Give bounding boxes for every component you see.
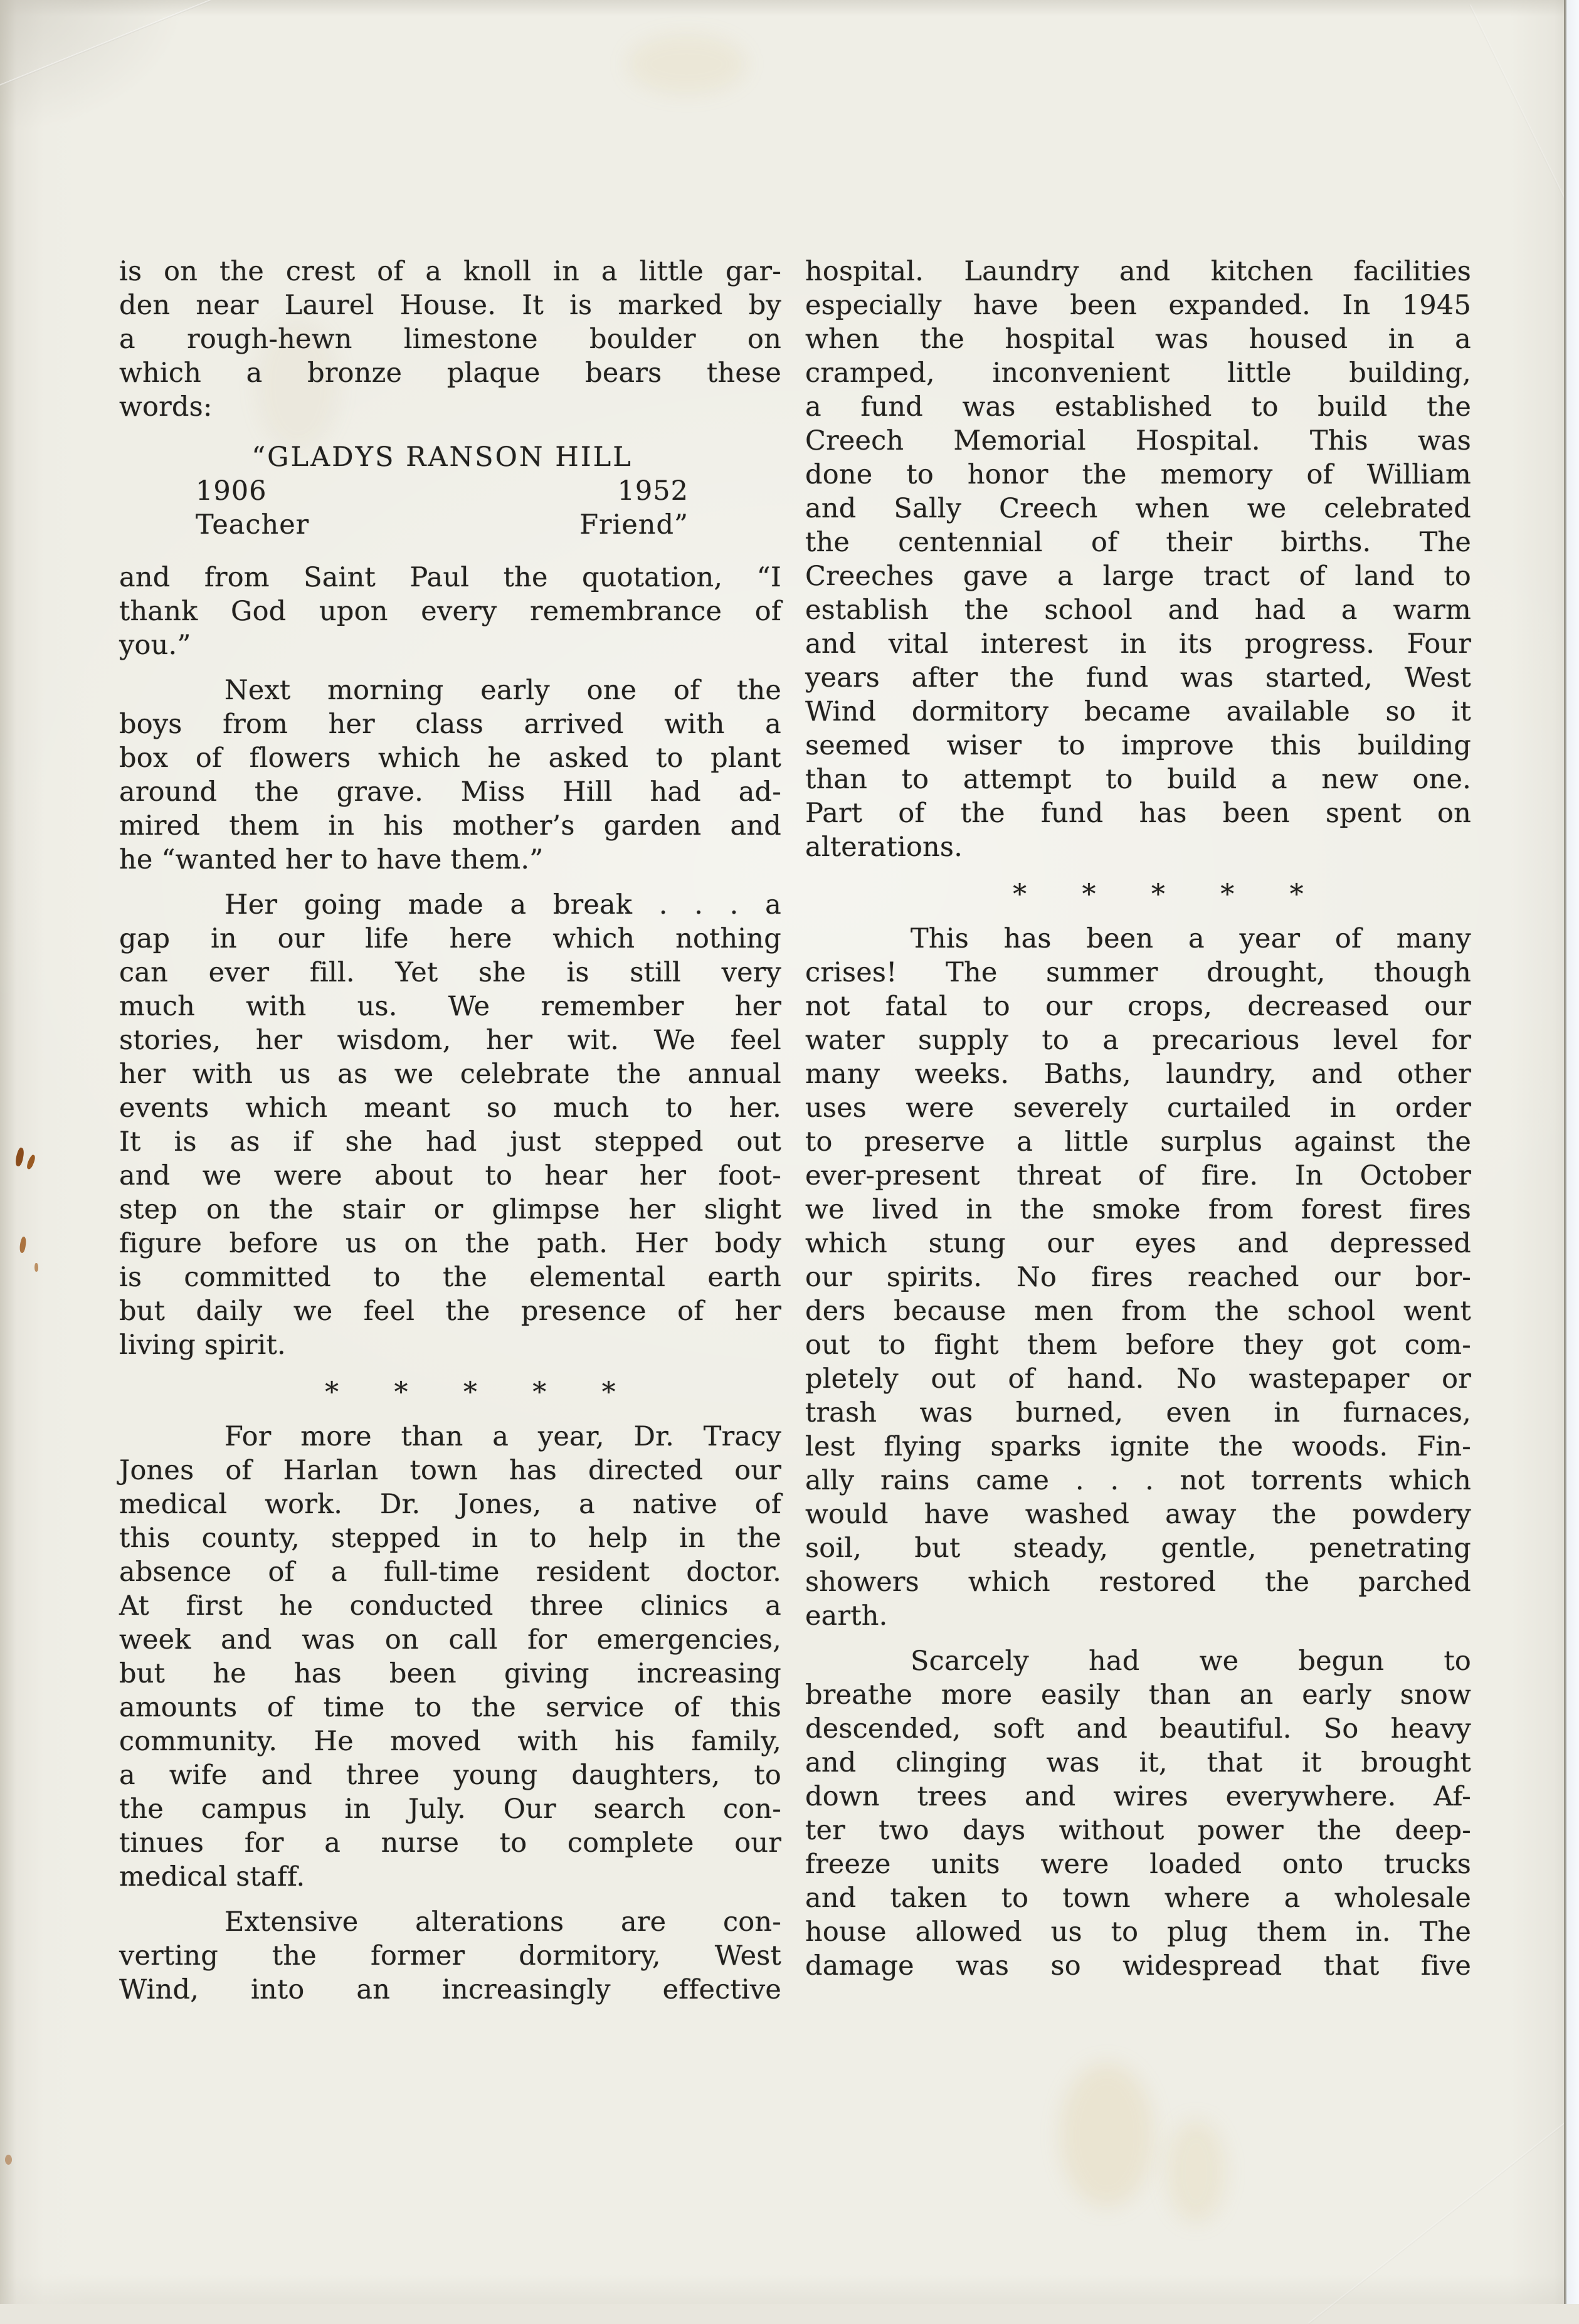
text-line: especially have been expanded. In 1945 — [805, 290, 1471, 321]
text-line: This has been a year of many — [911, 923, 1471, 954]
text-line: Part of the fund has been spent on — [805, 798, 1471, 829]
text-line: breathe more easily than an early snow — [805, 1679, 1471, 1711]
text-line: around the grave. Miss Hill had ad- — [119, 776, 781, 808]
text-line: which stung our eyes and depressed — [805, 1228, 1471, 1259]
text-line: descended, soft and beautiful. So heavy — [805, 1713, 1471, 1745]
text-line: mired them in his mother’s garden and — [119, 810, 781, 842]
paper-stain — [1166, 2120, 1226, 2223]
text-line: many weeks. Baths, laundry, and other — [805, 1059, 1471, 1090]
text-line: Jones of Harlan town has directed our — [119, 1455, 781, 1486]
text-line: earth. — [805, 1600, 888, 1632]
fold-crease-bottom-right — [1308, 2106, 1579, 2324]
scanner-edge-strip — [1564, 0, 1579, 2304]
text-line: ever-present threat of fire. In October — [805, 1160, 1471, 1191]
text-line: is on the crest of a knoll in a little gar- — [119, 256, 781, 287]
text-line: would have washed away the powdery — [805, 1499, 1471, 1530]
paper-stain — [1060, 2063, 1154, 2207]
text-line: the campus in July. Our search con- — [119, 1793, 781, 1825]
text-line: a fund was established to build the — [805, 391, 1471, 423]
text-line: tinues for a nurse to complete our — [119, 1827, 781, 1859]
text-line: soil, but steady, gentle, penetrating — [805, 1533, 1471, 1564]
paragraph — [119, 1905, 781, 2007]
text-column-left — [119, 255, 781, 2018]
text-line: this county, stepped in to help in the — [119, 1523, 781, 1554]
text-line: words: — [119, 391, 213, 423]
text-line: and clinging was it, that it brought — [805, 1747, 1471, 1778]
text-line: amounts of time to the service of this — [119, 1692, 781, 1723]
text-line: establish the school and had a warm — [805, 594, 1471, 626]
text-line: but daily we feel the presence of her — [119, 1296, 781, 1327]
text-line: her with us as we celebrate the annual — [119, 1059, 781, 1090]
plaque-cell: 1952 — [617, 475, 689, 507]
text-line: ders because men from the school went — [805, 1296, 1471, 1327]
asterisk-separator: * * * * * — [1013, 879, 1304, 911]
text-line: den near Laurel House. It is marked by — [119, 290, 781, 321]
text-line: which a bronze plaque bears these — [119, 357, 781, 389]
text-line: ally rains came . . . not torrents which — [805, 1465, 1471, 1496]
text-line: step on the stair or glimpse her slight — [119, 1194, 781, 1225]
paragraph — [805, 255, 1471, 864]
text-line: Wind, into an increasingly effective — [119, 1974, 781, 2005]
text-line: events which meant so much to her. — [119, 1092, 781, 1124]
text-line: he “wanted her to have them.” — [119, 844, 544, 875]
text-line: Creech Memorial Hospital. This was — [805, 425, 1471, 457]
paper-stain — [627, 34, 746, 94]
asterisk-separator: * * * * * — [325, 1376, 616, 1408]
fold-crease-top-right — [1469, 4, 1579, 298]
paragraph — [119, 1420, 781, 1894]
plaque-row — [196, 508, 689, 542]
text-line: showers which restored the parched — [805, 1566, 1471, 1598]
memorial-plaque-text — [196, 440, 689, 542]
text-line: box of flowers which he asked to plant — [119, 742, 781, 774]
text-line: we lived in the smoke from forest fires — [805, 1194, 1471, 1225]
text-line: thank God upon every remembrance of — [119, 596, 781, 627]
text-line: It is as if she had just stepped out — [119, 1126, 781, 1158]
text-line: than to attempt to build a new one. — [805, 764, 1471, 795]
plaque-cell: Teacher — [196, 509, 310, 541]
text-line: ter two days without power the deep- — [805, 1815, 1471, 1846]
text-line: house allowed us to plug them in. The — [805, 1916, 1471, 1948]
text-line: lest flying sparks ignite the woods. Fin- — [805, 1431, 1471, 1462]
text-line: uses were severely curtailed in order — [805, 1092, 1471, 1124]
text-line: our spirits. No fires reached our bor- — [805, 1262, 1471, 1293]
text-line: cramped, inconvenient little building, — [805, 357, 1471, 389]
paragraph — [805, 1644, 1471, 1983]
text-line: much with us. We remember her — [119, 991, 781, 1022]
text-line: and we were about to hear her foot- — [119, 1160, 781, 1191]
fold-crease-top-left — [0, 0, 211, 90]
text-line: out to fight them before they got com- — [805, 1329, 1471, 1361]
text-line: and from Saint Paul the quotation, “I — [119, 562, 781, 593]
text-line: a wife and three young daughters, to — [119, 1760, 781, 1791]
paragraph — [119, 561, 781, 662]
text-line: Wind dormitory became available so it — [805, 696, 1471, 727]
text-line: and Sally Creech when we celebrated — [805, 493, 1471, 524]
text-line: stories, her wisdom, her wit. We feel — [119, 1025, 781, 1056]
text-line: freeze units were loaded onto trucks — [805, 1849, 1471, 1880]
text-line: the centennial of their births. The — [805, 527, 1471, 558]
text-line: gap in our life here which nothing — [119, 923, 781, 954]
paragraph — [119, 888, 781, 1362]
paragraph — [119, 255, 781, 424]
plaque-cell: Friend” — [579, 509, 689, 541]
text-line: Extensive alterations are con- — [224, 1906, 781, 1938]
text-line: a rough-hewn limestone boulder on — [119, 324, 781, 355]
text-line: medical staff. — [119, 1861, 305, 1893]
text-line: crises! The summer drought, though — [805, 957, 1471, 988]
text-line: you.” — [119, 630, 191, 661]
text-line: For more than a year, Dr. Tracy — [224, 1421, 781, 1452]
text-line: down trees and wires everywhere. Af- — [805, 1781, 1471, 1812]
text-line: boys from her class arrived with a — [119, 709, 781, 740]
text-line: done to honor the memory of William — [805, 459, 1471, 490]
text-line: living spirit. — [119, 1329, 286, 1361]
text-line: alterations. — [805, 832, 963, 863]
text-line: verting the former dormitory, West — [119, 1940, 781, 1972]
text-line: medical work. Dr. Jones, a native of — [119, 1489, 781, 1520]
rust-stain — [14, 1147, 25, 1167]
text-line: and vital interest in its progress. Four — [805, 628, 1471, 660]
text-line: when the hospital was housed in a — [805, 324, 1471, 355]
rust-stain — [5, 2155, 12, 2165]
text-line: community. He moved with his family, — [119, 1726, 781, 1757]
text-line: seemed wiser to improve this building — [805, 730, 1471, 761]
text-line: At first he conducted three clinics a — [119, 1590, 781, 1622]
plaque-name-line: “GLADYS RANSON HILL — [251, 441, 633, 473]
rust-stain — [19, 1237, 27, 1254]
plaque-row — [196, 474, 689, 508]
text-line: can ever fill. Yet she is still very — [119, 957, 781, 988]
rust-stain — [34, 1263, 38, 1272]
text-line: but he has been giving increasing — [119, 1658, 781, 1689]
plaque-cell: 1906 — [196, 475, 267, 507]
text-line: to preserve a little surplus against the — [805, 1126, 1471, 1158]
text-line: years after the fund was started, West — [805, 662, 1471, 694]
text-line: hospital. Laundry and kitchen facilities — [805, 256, 1471, 287]
text-line: not fatal to our crops, decreased our — [805, 991, 1471, 1022]
text-line: Scarcely had we begun to — [911, 1645, 1471, 1677]
text-line: Next morning early one of the — [224, 675, 781, 706]
text-line: pletely out of hand. No wastepaper or — [805, 1363, 1471, 1395]
text-line: trash was burned, even in furnaces, — [805, 1397, 1471, 1429]
text-column-right — [805, 255, 1471, 1994]
rust-stain — [26, 1154, 36, 1170]
text-line: damage was so widespread that five — [805, 1950, 1471, 1982]
paragraph — [119, 673, 781, 877]
text-line: is committed to the elemental earth — [119, 1262, 781, 1293]
text-line: Her going made a break . . . a — [224, 889, 781, 921]
text-line: week and was on call for emergencies, — [119, 1624, 781, 1656]
text-line: water supply to a precarious level for — [805, 1025, 1471, 1056]
text-line: and taken to town where a wholesale — [805, 1883, 1471, 1914]
text-line: figure before us on the path. Her body — [119, 1228, 781, 1259]
text-line: Creeches gave a large tract of land to — [805, 561, 1471, 592]
text-line: absence of a full-time resident doctor. — [119, 1556, 781, 1588]
paragraph — [805, 922, 1471, 1633]
